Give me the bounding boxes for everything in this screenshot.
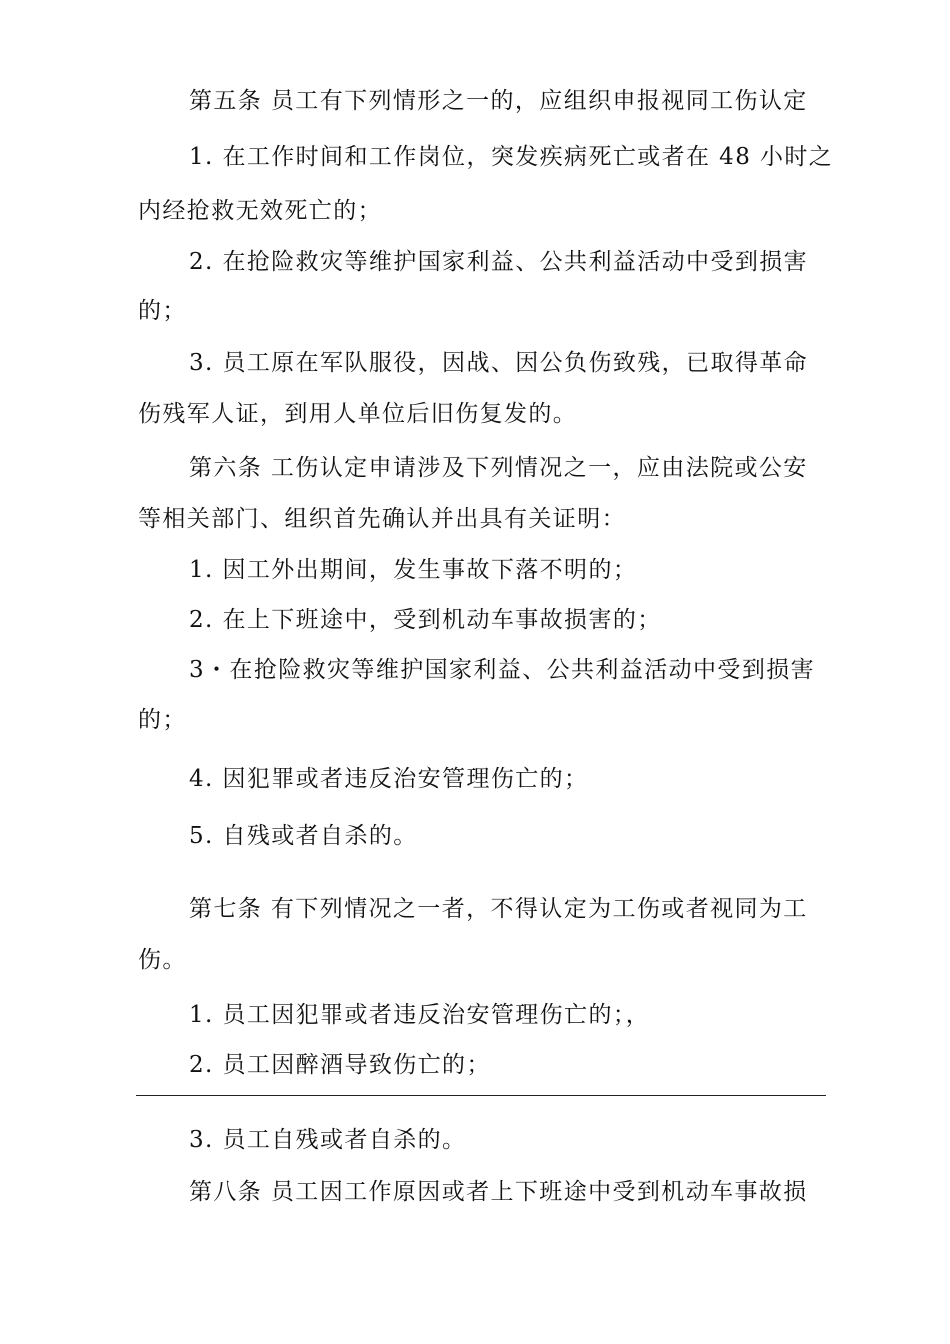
article-5-item-3: 3. 员工原在军队服役，因战、因公负伤致残，已取得革命 — [189, 350, 809, 376]
article-5-heading: 第五条 员工有下列情形之一的，应组织申报视同工伤认定 — [189, 88, 808, 114]
article-5-item-2: 2. 在抢险救灾等维护国家利益、公共利益活动中受到损害 — [189, 249, 809, 275]
article-6-item-1: 1. 因工外出期间，发生事故下落不明的； — [189, 557, 638, 583]
article-7-item-3: 3. 员工自残或者自杀的。 — [189, 1127, 467, 1153]
article-5-item-1: 1. 在工作时间和工作岗位，突发疾病死亡或者在 48 小时之 — [189, 144, 834, 170]
article-7-heading: 第七条 有下列情况之一者，不得认定为工伤或者视同为工 — [189, 896, 808, 922]
article-7-heading-cont: 伤。 — [138, 947, 187, 973]
article-5-item-1-cont: 内经抢救无效死亡的； — [138, 198, 382, 224]
article-7-item-1: 1. 员工因犯罪或者违反治安管理伤亡的；， — [189, 1002, 651, 1028]
article-6-item-4: 4. 因犯罪或者违反治安管理伤亡的； — [189, 766, 589, 792]
article-6-item-3: 3・在抢险救灾等维护国家利益、公共利益活动中受到损害 — [189, 657, 816, 683]
article-6-heading: 第六条 工伤认定申请涉及下列情况之一，应由法院或公安 — [189, 455, 808, 481]
article-6-item-3-cont: 的； — [138, 707, 187, 733]
horizontal-divider — [136, 1095, 826, 1096]
article-6-item-5: 5. 自残或者自杀的。 — [189, 823, 418, 849]
article-8-heading: 第八条 员工因工作原因或者上下班途中受到机动车事故损 — [189, 1179, 808, 1205]
article-6-item-2: 2. 在上下班途中，受到机动车事故损害的； — [189, 607, 662, 633]
article-6-heading-cont: 等相关部门、组织首先确认并出具有关证明： — [138, 506, 626, 532]
article-5-item-3-cont: 伤残军人证，到用人单位后旧伤复发的。 — [138, 401, 578, 427]
article-5-item-2-cont: 的； — [138, 298, 187, 324]
article-7-item-2: 2. 员工因醉酒导致伤亡的； — [189, 1052, 491, 1078]
